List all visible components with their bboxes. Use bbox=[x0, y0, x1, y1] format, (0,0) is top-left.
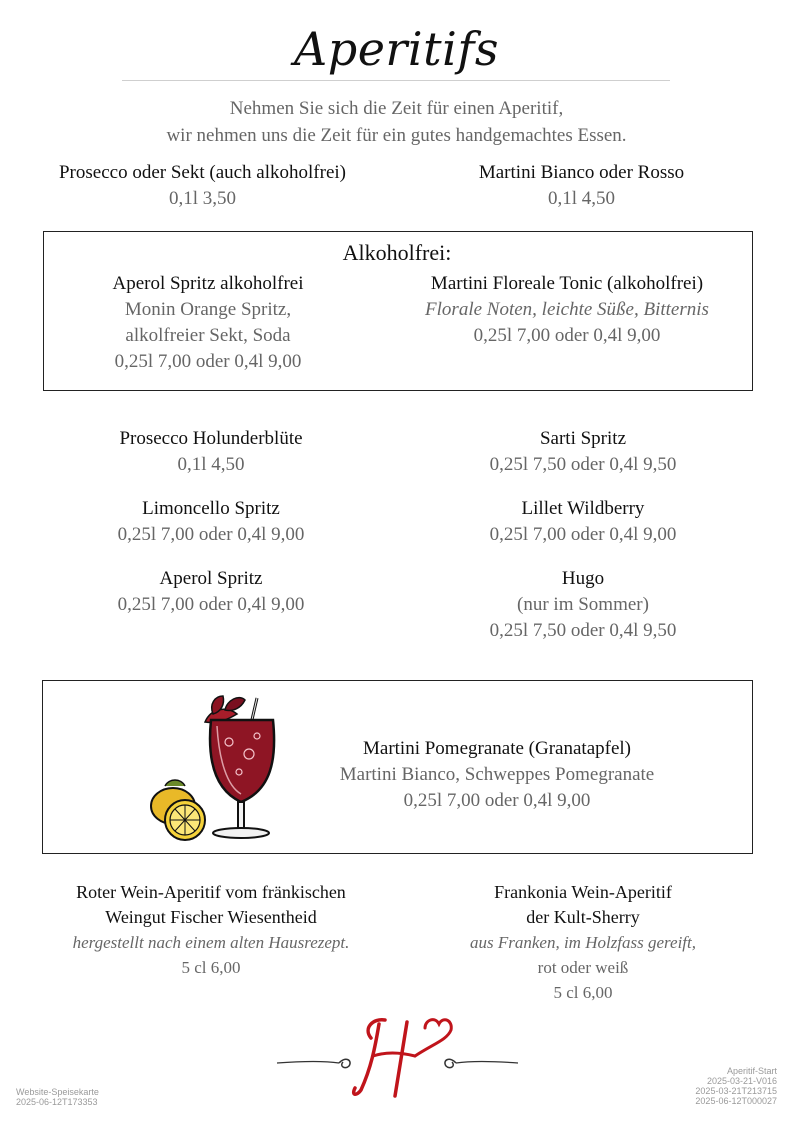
item-name: Martini Pomegranate (Granatapfel) bbox=[363, 738, 631, 759]
wine-glass-icon bbox=[210, 720, 274, 802]
item-price: 0,25l 7,00 oder 0,4l 9,00 bbox=[117, 524, 305, 545]
heart-icon bbox=[415, 1020, 451, 1056]
item-name: Martini Floreale Tonic (alkoholfrei) bbox=[430, 273, 704, 294]
item-note: (nur im Sommer) bbox=[517, 594, 649, 615]
footer-right-line: Aperitif-Start bbox=[726, 1066, 777, 1076]
footer-right-line: 2025-03-21T213715 bbox=[695, 1086, 777, 1096]
footer-left-line: Website-Speisekarte bbox=[16, 1087, 99, 1097]
item-desc: Monin Orange Spritz, bbox=[124, 299, 292, 320]
menu-item-prosecco-sekt bbox=[20, 160, 385, 212]
item-price: 0,1l 3,50 bbox=[168, 188, 237, 209]
item-name: Lillet Wildberry bbox=[521, 498, 645, 519]
menu-item-prosecco-holunderbluete bbox=[60, 426, 362, 478]
menu-item-hugo bbox=[432, 566, 734, 644]
item-desc: alkolfreier Sekt, Soda bbox=[125, 325, 291, 346]
menu-item-martini-bianco-rosso bbox=[400, 160, 763, 212]
item-name: Weingut Fischer Wiesentheid bbox=[105, 907, 317, 927]
item-name: der Kult-Sherry bbox=[526, 907, 640, 927]
flourish-right-icon bbox=[456, 1062, 518, 1064]
item-desc: aus Franken, im Holzfass gereift, bbox=[469, 933, 697, 952]
menu-item-aperol-spritz-alkoholfrei bbox=[60, 271, 356, 375]
item-name: Prosecco Holunderblüte bbox=[119, 428, 303, 449]
flourish-left-icon bbox=[277, 1062, 339, 1064]
menu-item-roter-wein-aperitif bbox=[40, 880, 382, 980]
item-name: Sarti Spritz bbox=[539, 428, 627, 449]
menu-item-lillet-wildberry bbox=[432, 496, 734, 548]
intro-line-1: Nehmen Sie sich die Zeit für einen Aperitif, bbox=[229, 98, 564, 119]
intro-line-2: wir nehmen uns die Zeit für ein gutes handgemachtes Essen. bbox=[166, 125, 627, 146]
item-name: Prosecco oder Sekt (auch alkoholfrei) bbox=[58, 162, 346, 183]
intro-text bbox=[0, 95, 793, 149]
item-name: Hugo bbox=[561, 568, 605, 589]
item-price: 0,1l 4,50 bbox=[547, 188, 616, 209]
menu-item-frankonia-wein-aperitif bbox=[424, 880, 742, 1005]
alcohol-free-heading: Alkoholfrei: bbox=[342, 240, 452, 265]
footer-left bbox=[16, 1087, 99, 1107]
footer-right-line: 2025-03-21-V016 bbox=[706, 1076, 777, 1086]
page-title: Aperitifs bbox=[294, 22, 499, 76]
item-desc: Florale Noten, leichte Süße, Bitternis bbox=[425, 299, 709, 320]
item-price: 0,25l 7,00 oder 0,4l 9,00 bbox=[117, 594, 305, 615]
item-name: Limoncello Spritz bbox=[142, 498, 280, 519]
title-divider bbox=[122, 80, 670, 81]
footer-left-line: 2025-06-12T173353 bbox=[16, 1097, 98, 1107]
item-name: Martini Bianco oder Rosso bbox=[478, 162, 685, 183]
menu-item-martini-pomegranate bbox=[300, 736, 694, 814]
item-price: 0,1l 4,50 bbox=[177, 454, 245, 475]
menu-item-sarti-spritz bbox=[432, 426, 734, 478]
item-name: Frankonia Wein-Aperitif bbox=[494, 882, 672, 902]
item-price: 0,25l 7,00 oder 0,4l 9,00 bbox=[489, 524, 677, 545]
menu-item-martini-floreale-tonic bbox=[400, 271, 734, 349]
item-price: 0,25l 7,50 oder 0,4l 9,50 bbox=[489, 620, 677, 641]
menu-item-aperol-spritz bbox=[60, 566, 362, 618]
cocktail-illustration bbox=[145, 690, 285, 845]
item-price: 0,25l 7,00 oder 0,4l 9,00 bbox=[403, 790, 591, 811]
restaurant-logo bbox=[275, 1008, 520, 1103]
item-price: 0,25l 7,00 oder 0,4l 9,00 bbox=[473, 325, 661, 346]
item-name: Roter Wein-Aperitif vom fränkischen bbox=[76, 882, 346, 902]
footer-right-line: 2025-06-12T000027 bbox=[695, 1096, 777, 1106]
item-price: 5 cl 6,00 bbox=[553, 983, 613, 1002]
item-price: 0,25l 7,00 oder 0,4l 9,00 bbox=[114, 351, 302, 372]
item-name: Aperol Spritz alkoholfrei bbox=[112, 273, 304, 294]
item-desc: rot oder weiß bbox=[537, 958, 629, 977]
item-desc: hergestellt nach einem alten Hausrezept. bbox=[72, 933, 350, 952]
item-desc: Martini Bianco, Schweppes Pomegranate bbox=[339, 764, 655, 785]
item-price: 5 cl 6,00 bbox=[181, 958, 241, 977]
item-price: 0,25l 7,50 oder 0,4l 9,50 bbox=[489, 454, 677, 475]
footer-right bbox=[695, 1066, 777, 1106]
menu-item-limoncello-spritz bbox=[60, 496, 362, 548]
item-name: Aperol Spritz bbox=[159, 568, 263, 589]
